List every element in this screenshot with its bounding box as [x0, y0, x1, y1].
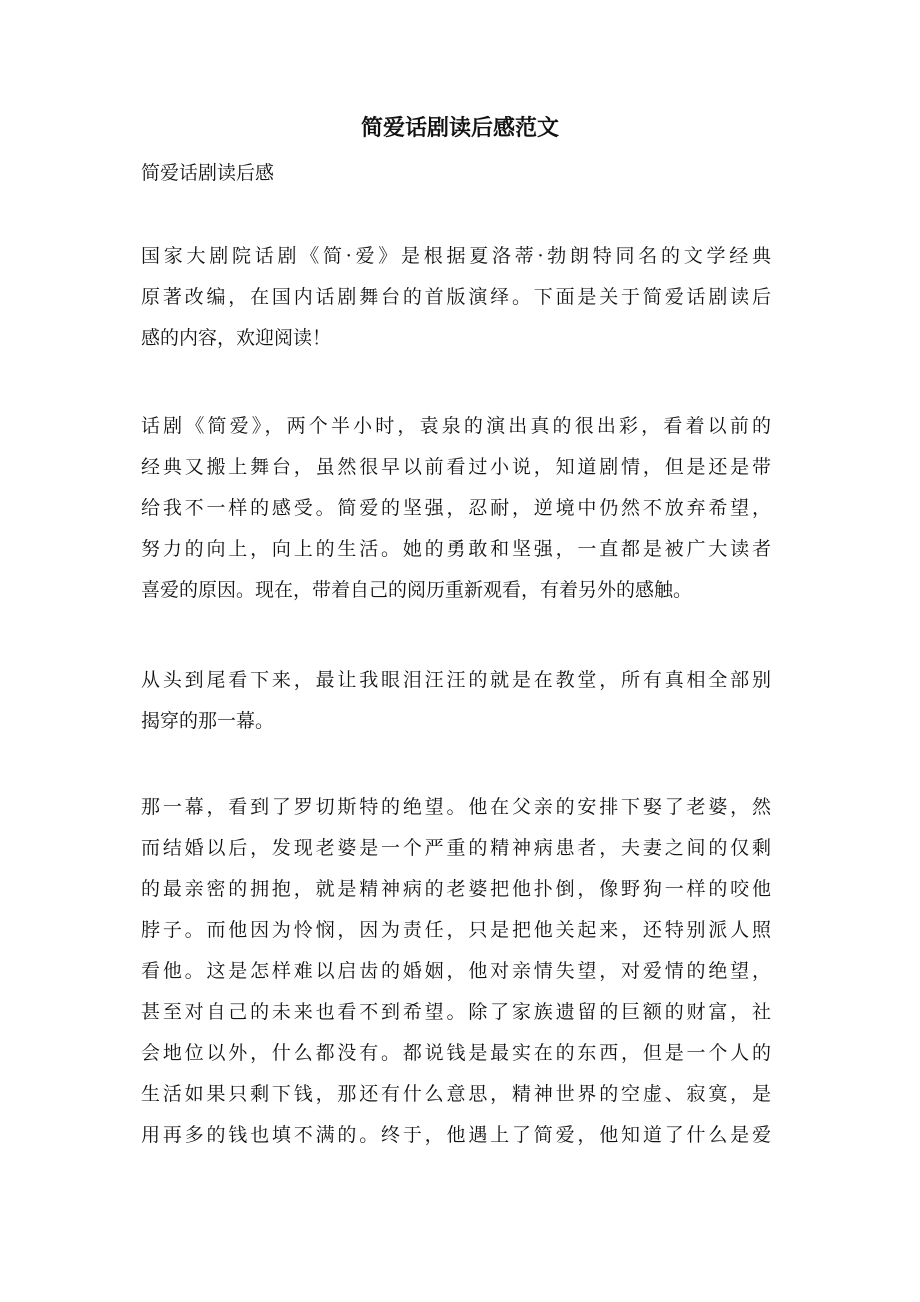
paragraph-line: 看他。这是怎样难以启齿的婚姻，他对亲情失望，对爱情的绝望，: [141, 960, 771, 982]
paragraph-line: 感的内容，欢迎阅读！: [141, 327, 332, 349]
paragraph-line: 给我不一样的感受。简爱的坚强，忍耐，逆境中仍然不放弃希望，: [141, 497, 771, 519]
paragraph-line: 脖子。而他因为怜悯，因为责任，只是把他关起来，还特别派人照: [141, 919, 771, 941]
paragraph-line: 而结婚以后，发现老婆是一个严重的精神病患者，夫妻之间的仅剩: [141, 837, 771, 859]
paragraph-intro: [141, 236, 771, 359]
paragraph-line: 揭穿的那一幕。: [141, 710, 275, 732]
paragraph-line: 喜爱的原因。现在，带着自己的阅历重新观看，有着另外的感触。: [141, 579, 693, 601]
paragraph-line: 原著改编，在国内话剧舞台的首版演绎。下面是关于简爱话剧读后: [141, 286, 771, 308]
paragraph-line: 甚至对自己的未来也看不到希望。除了家族遗留的巨额的财富，社: [141, 1001, 771, 1023]
paragraph-impression: [141, 406, 771, 611]
paragraph-rochester: [141, 787, 771, 1156]
paragraph-line: 那一幕，看到了罗切斯特的绝望。他在父亲的安排下娶了老婆，然: [141, 796, 771, 818]
paragraph-line: 经典又搬上舞台，虽然很早以前看过小说，知道剧情，但是还是带: [141, 456, 771, 478]
document-subtitle: 简爱话剧读后感: [141, 162, 275, 184]
paragraph-church-scene: [141, 660, 771, 742]
paragraph-line: 生活如果只剩下钱，那还有什么意思，精神世界的空虚、寂寞，是: [141, 1083, 771, 1105]
paragraph-line: 话剧《简爱》，两个半小时，袁泉的演出真的很出彩，看着以前的: [141, 415, 771, 437]
paragraph-line: 的最亲密的拥抱，就是精神病的老婆把他扑倒，像野狗一样的咬他: [141, 878, 771, 900]
paragraph-line: 国家大剧院话剧《简·爱》是根据夏洛蒂·勃朗特同名的文学经典: [141, 245, 771, 267]
paragraph-line: 会地位以外，什么都没有。都说钱是最实在的东西，但是一个人的: [141, 1042, 771, 1064]
paragraph-line: 从头到尾看下来，最让我眼泪汪汪的就是在教堂，所有真相全部别: [141, 669, 771, 691]
paragraph-line: 努力的向上，向上的生活。她的勇敢和坚强，一直都是被广大读者: [141, 538, 771, 560]
document-title: 简爱话剧读后感范文: [360, 115, 559, 141]
paragraph-line: 用再多的钱也填不满的。终于，他遇上了简爱，他知道了什么是爱: [141, 1124, 771, 1146]
